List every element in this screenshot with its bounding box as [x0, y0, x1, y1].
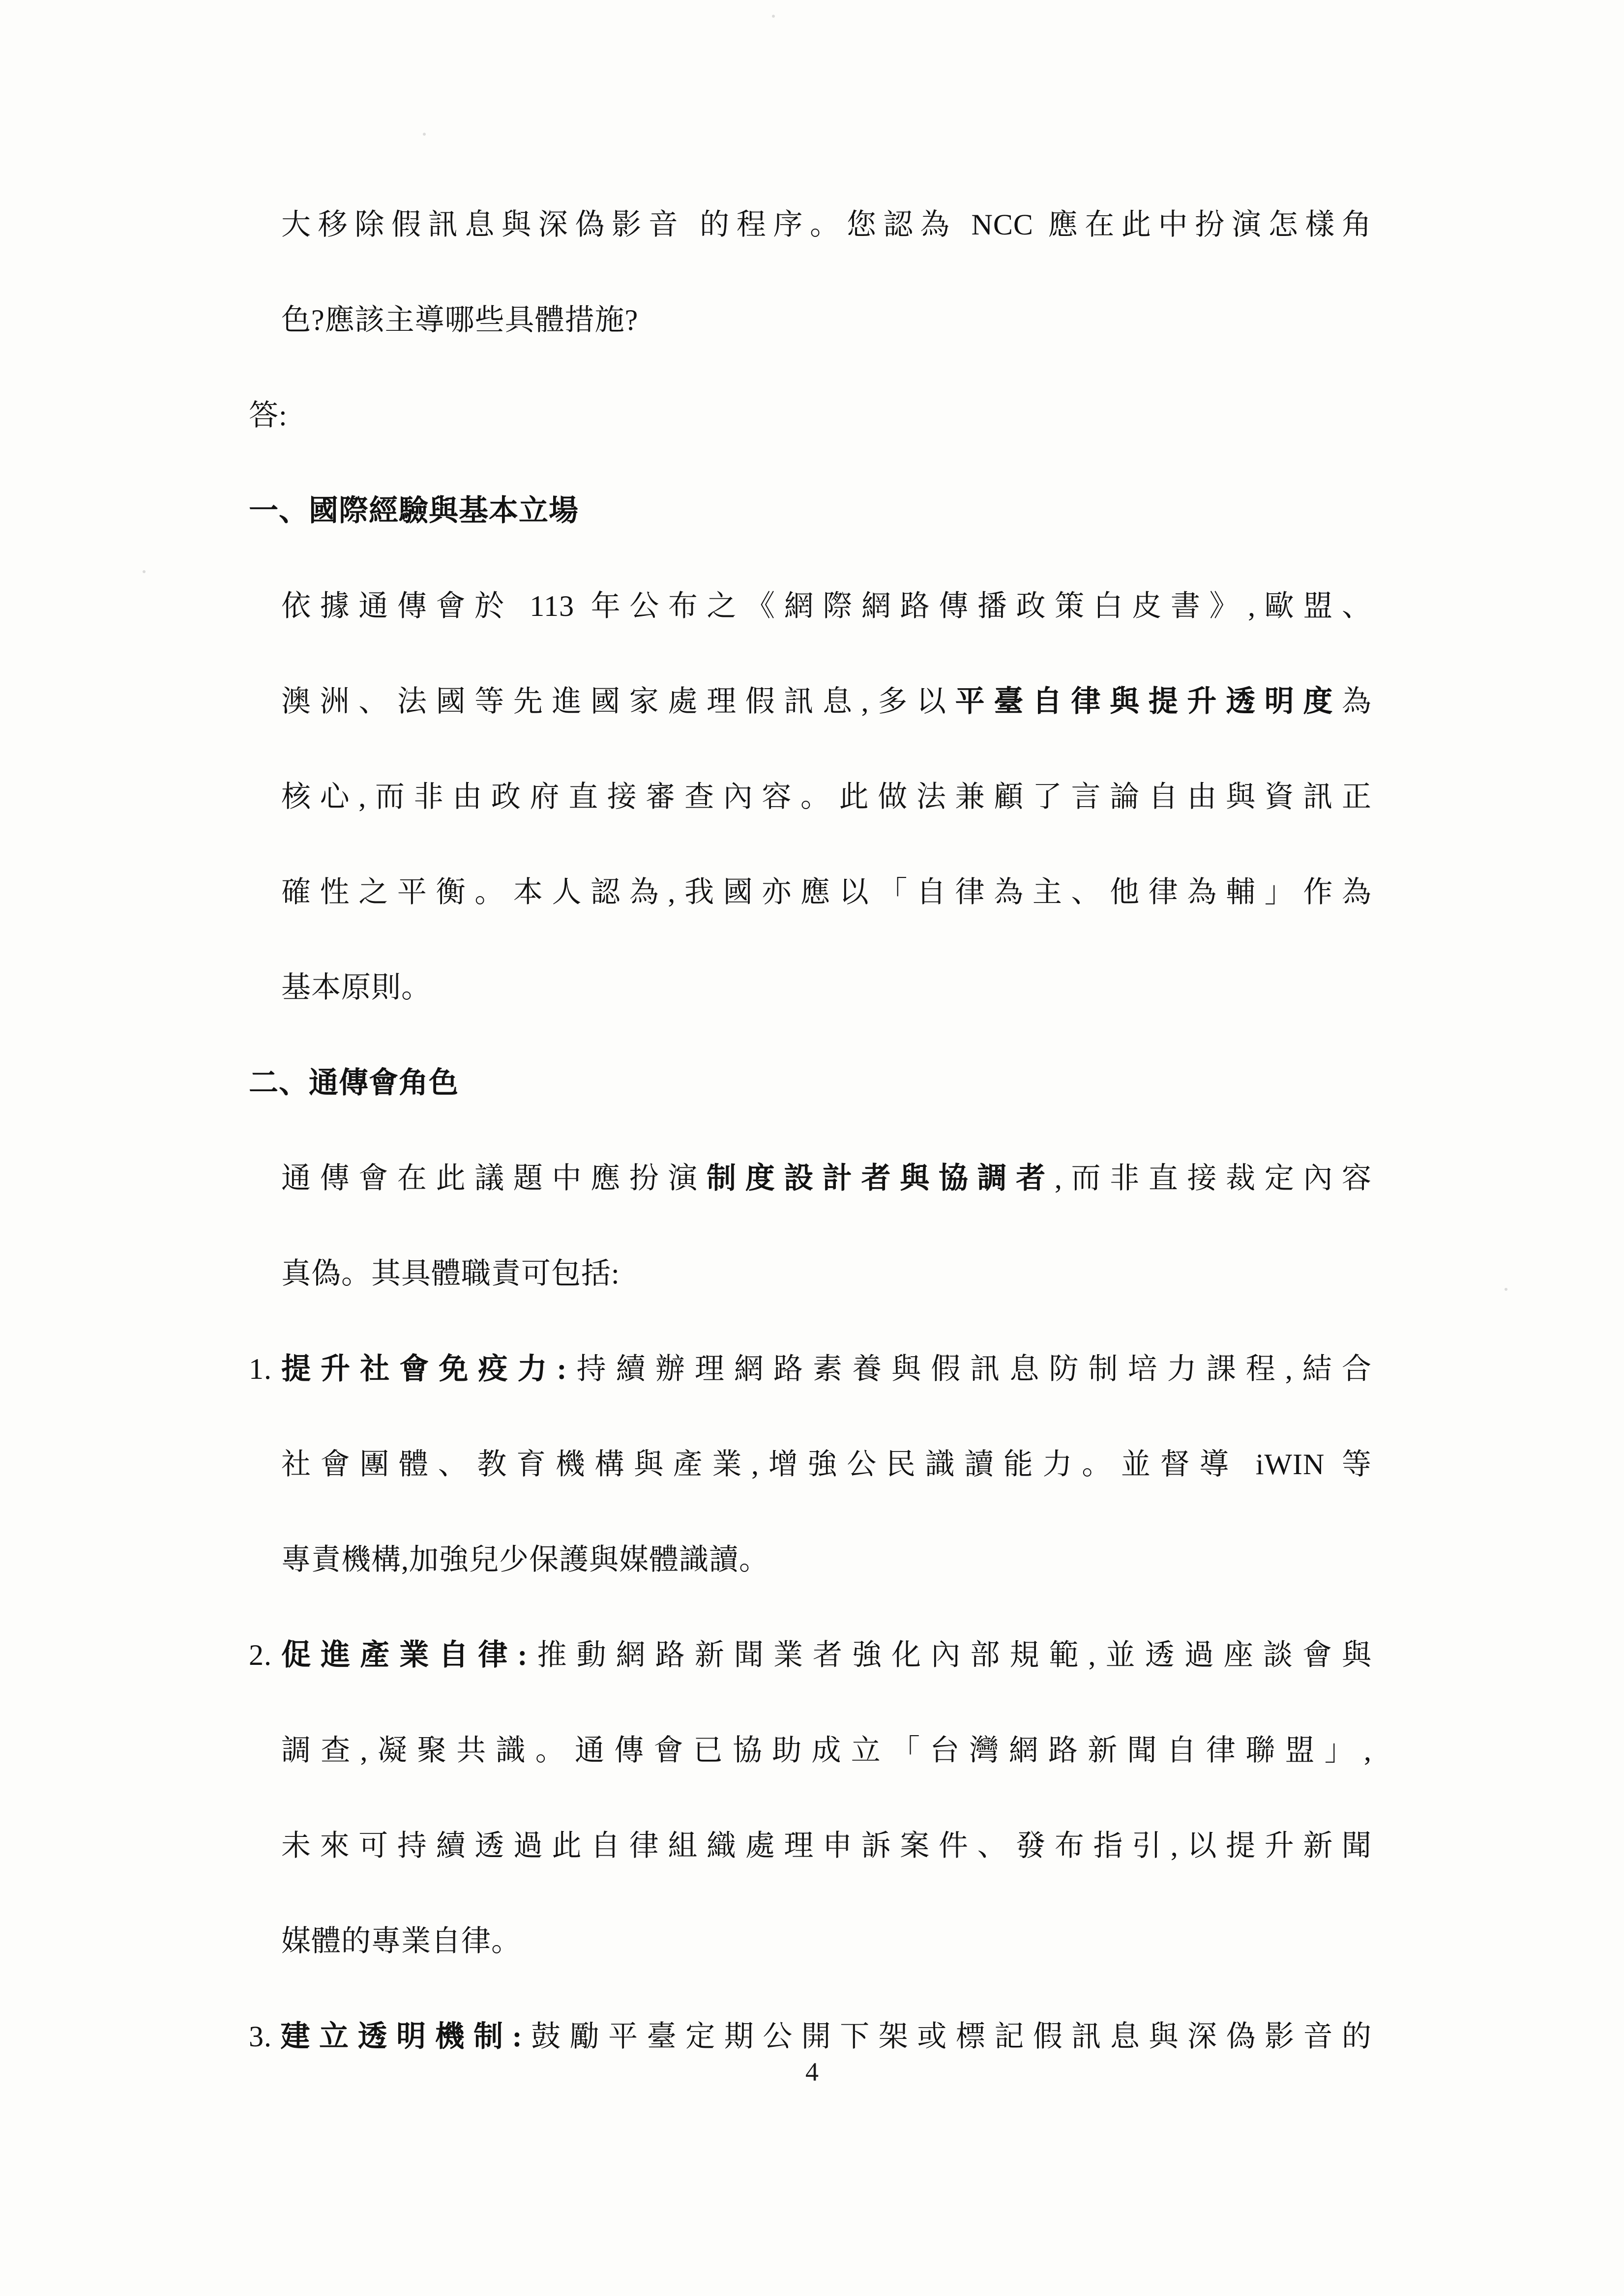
text-line [281, 177, 1372, 272]
text-segment: 答: [249, 399, 288, 432]
text-segment: 為 [1342, 685, 1372, 718]
text-segment: 專責機構,加強兒少保護與媒體識讀。 [281, 1543, 769, 1576]
text-line [281, 1798, 1372, 1893]
text-segment: 依據通傳會於 113 年公布之《網際網路傳播政策白皮書》,歐盟、 [281, 590, 1372, 622]
text-line [281, 272, 1372, 368]
text-segment: 真偽。其具體職責可包括: [281, 1257, 620, 1290]
text-segment: 1. [249, 1353, 272, 1385]
text-segment: 社會團體、教育機構與產業,增強公民識讀能力。並督導 iWIN 等 [281, 1448, 1372, 1481]
text-segment: 確性之平衡。本人認為,我國亦應以「自律為主、他律為輔」作為 [281, 876, 1372, 908]
page-number: 4 [805, 2057, 819, 2087]
text-segment: 核心,而非由政府直接審查內容。此做法兼顧了言論自由與資訊正 [281, 781, 1372, 813]
text-line [281, 940, 1372, 1035]
text-line [281, 1226, 1372, 1321]
text-line [281, 1893, 1372, 1989]
emphasis-text: 建立透明機制: [272, 2020, 523, 2053]
emphasis-text: 平臺自律與提升透明度 [955, 685, 1342, 718]
text-segment: 色?應該主導哪些具體措施? [281, 304, 639, 336]
text-segment: 大移除假訊息與深偽影音 的程序。您認為 NCC 應在此中扮演怎樣角 [281, 208, 1372, 241]
section-heading [249, 1035, 1372, 1131]
emphasis-text: 促進產業自律: [272, 1639, 528, 1671]
emphasis-text: 二、通傳會角色 [249, 1067, 459, 1099]
text-segment: 澳洲、法國等先進國家處理假訊息,多以 [281, 685, 955, 718]
text-segment: 持續辦理網路素養與假訊息防制培力課程,結合 [567, 1353, 1372, 1385]
text-line [281, 654, 1372, 749]
text-line [281, 1512, 1372, 1607]
text-segment: ,而非直接裁定內容 [1054, 1162, 1372, 1194]
text-segment: 鼓勵平臺定期公開下架或標記假訊息與深偽影音的 [522, 2020, 1372, 2053]
text-segment: 通傳會在此議題中應扮演 [281, 1162, 707, 1194]
text-line [281, 1703, 1372, 1798]
document-body [249, 177, 1372, 2084]
list-item-line [249, 1321, 1372, 1417]
text-segment: 未來可持續透過此自律組織處理申訴案件、發布指引,以提升新聞 [281, 1830, 1372, 1862]
text-segment: 2. [249, 1639, 272, 1671]
text-line [281, 844, 1372, 940]
scan-speck [423, 133, 426, 136]
text-segment: 調查,凝聚共識。通傳會已協助成立「台灣網路新聞自律聯盟」, [281, 1734, 1372, 1767]
text-segment: 媒體的專業自律。 [281, 1925, 521, 1957]
answer-label [249, 368, 1372, 463]
text-segment: 3. [249, 2020, 272, 2053]
emphasis-text: 提升社會免疫力: [272, 1353, 567, 1385]
text-segment: 基本原則。 [281, 971, 431, 1004]
text-line [281, 1131, 1372, 1226]
text-line [281, 1417, 1372, 1512]
emphasis-text: 一、國際經驗與基本立場 [249, 494, 579, 527]
list-item-line [249, 1607, 1372, 1703]
text-segment: 推動網路新聞業者強化內部規範,並透過座談會與 [528, 1639, 1372, 1671]
section-heading [249, 463, 1372, 558]
scan-speck [1505, 1288, 1507, 1291]
scan-speck [143, 570, 146, 573]
emphasis-text: 制度設計者與協調者 [707, 1162, 1055, 1194]
text-line [281, 558, 1372, 654]
scan-speck [772, 15, 775, 18]
text-line [281, 749, 1372, 844]
